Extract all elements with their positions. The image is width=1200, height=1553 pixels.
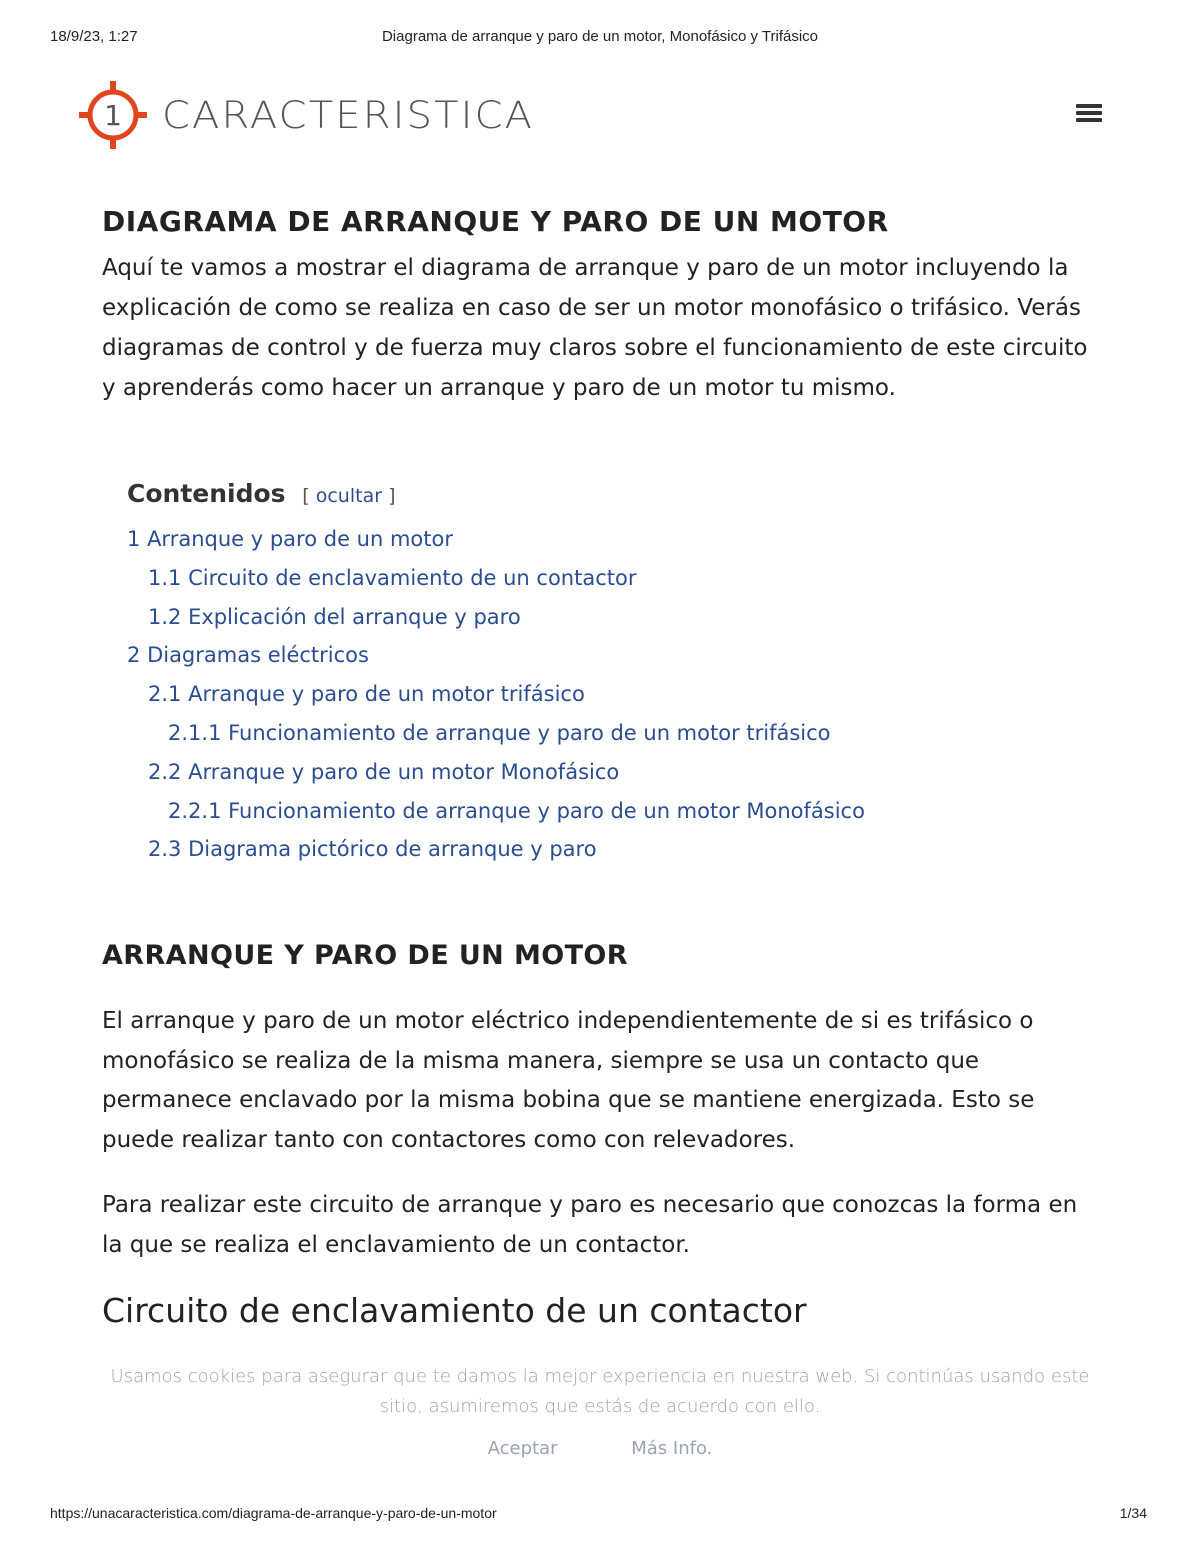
cookie-more-info-link[interactable]: Más Info.: [631, 1438, 713, 1459]
logo-text: CARACTERISTICA: [162, 93, 535, 137]
cookie-banner: [0, 1362, 1200, 1459]
cookie-accept-button[interactable]: Aceptar: [487, 1438, 558, 1459]
toc-link[interactable]: 2.2.1 Funcionamiento de arranque y paro de un motor Monofásico: [168, 798, 865, 823]
print-url: https://unacaracteristica.com/diagrama-de-arranque-y-paro-de-un-motor: [50, 1505, 497, 1521]
logo-number: 1: [104, 99, 122, 132]
print-date: 18/9/23, 1:27: [50, 28, 138, 45]
toc-link[interactable]: 2 Diagramas eléctricos: [127, 643, 369, 668]
subsection-title: Circuito de enclavamiento de un contactor: [102, 1291, 807, 1330]
section-paragraph: Para realizar este circuito de arranque y paro es necesario que conozcas la forma en la que se realiza el enclavamiento de un contactor.: [102, 1192, 1078, 1258]
print-header: [50, 28, 1150, 48]
toc-item: [127, 792, 1027, 831]
print-page-title: Diagrama de arranque y paro de un motor, Monofásico y Trifásico: [381, 28, 819, 45]
toc-link[interactable]: 2.1.1 Funcionamiento de arranque y paro de un motor trifásico: [168, 720, 831, 745]
toc-bracket-close: ]: [388, 485, 396, 507]
cookie-actions: [0, 1438, 1200, 1459]
intro-paragraph: Aquí te vamos a mostrar el diagrama de arranque y paro de un motor incluyendo la explicación de como se realiza en caso de ser un motor monofásico o trifásico. Verás diagramas de control y de fuerza muy claros sobre el funcionamiento de este circuito y aprenderás como hacer un arranque y paro de un motor tu mismo.: [102, 255, 1088, 401]
toc-link[interactable]: 2.3 Diagrama pictórico de arranque y paro: [148, 837, 597, 862]
hamburger-menu-icon[interactable]: [1076, 104, 1102, 126]
article-header: [102, 202, 1102, 408]
toc-bracket-open: [: [302, 485, 310, 507]
toc-link[interactable]: 2.1 Arranque y paro de un motor trifásico: [148, 682, 585, 707]
toc-link[interactable]: 1 Arranque y paro de un motor: [127, 527, 453, 551]
toc-item: [127, 598, 1027, 637]
toc-link[interactable]: 1.1 Circuito de enclavamiento de un contactor: [148, 565, 637, 590]
toc-link[interactable]: 1.2 Explicación del arranque y paro: [148, 604, 521, 629]
toc-toggle: [302, 485, 395, 507]
page-title: DIAGRAMA DE ARRANQUE Y PARO DE UN MOTOR: [102, 205, 889, 238]
print-page-number: 1/34: [1119, 1505, 1147, 1521]
toc-item: [127, 559, 1027, 598]
site-header: [78, 78, 1120, 152]
toc-link[interactable]: 2.2 Arranque y paro de un motor Monofásico: [148, 759, 620, 784]
section-paragraph: El arranque y paro de un motor eléctrico independientemente de si es trifásico o monofásico se realiza de la misma manera, siempre se usa un contacto que permanece enclavado por la misma bobina que se mantiene energizada. Esto se puede realizar tanto con contactores como con relevadores.: [102, 1008, 1035, 1153]
toc-hide-link[interactable]: ocultar: [315, 485, 383, 507]
print-footer: [50, 1505, 1150, 1525]
toc-item: [127, 753, 1027, 792]
toc-item: [127, 675, 1027, 714]
section-arranque-y-paro: [102, 936, 1102, 1333]
site-logo[interactable]: [78, 78, 535, 152]
toc-list: [127, 520, 1027, 869]
cookie-message: Usamos cookies para asegurar que te damos la mejor experiencia en nuestra web. Si continúas usando este sitio, asumiremos que estás de acuerdo con ello.: [110, 1366, 1090, 1417]
toc-item: [127, 520, 1027, 559]
toc-title: Contenidos: [127, 479, 286, 508]
toc-item: [127, 714, 1027, 753]
section-title: ARRANQUE Y PARO DE UN MOTOR: [102, 940, 628, 971]
toc-item: [127, 830, 1027, 869]
crosshair-logo-icon: [78, 78, 148, 152]
toc-header: [127, 476, 1027, 514]
table-of-contents: [127, 476, 1027, 869]
toc-item: [127, 636, 1027, 675]
